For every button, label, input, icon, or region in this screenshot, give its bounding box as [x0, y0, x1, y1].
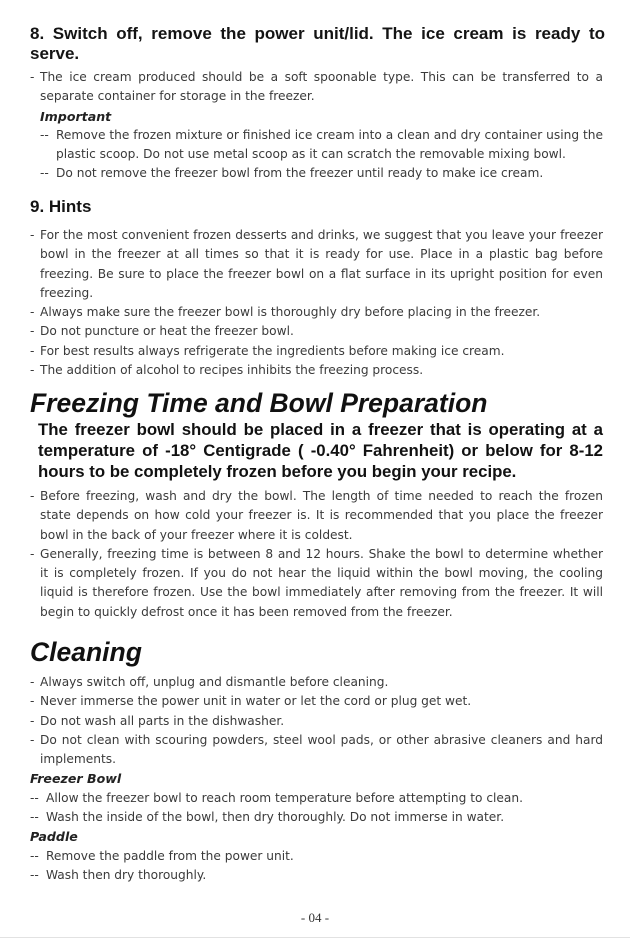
- list-item: - Do not clean with scouring powders, steel wool pads, or other abrasive cleaners and hard implements.: [30, 732, 603, 767]
- list-item: - Always switch off, unplug and dismantle before cleaning.: [30, 675, 389, 689]
- cleaning-list: [30, 673, 603, 885]
- hints-list: [30, 226, 603, 380]
- list-item: -- Remove the paddle from the power unit.: [30, 848, 294, 863]
- list-item: - Do not puncture or heat the freezer bowl.: [30, 324, 294, 339]
- freezing-list: [30, 487, 603, 622]
- step-8-heading: 8. Switch off, remove the power unit/lid. The ice cream is ready to serve.: [30, 24, 605, 63]
- list-item: - For the most convenient frozen desserts and drinks, we suggest that you leave your freezer bowl in the freezer at all times so that it is ready for use. Place in a plastic bag before freezing. Be sure to place the freezer bowl on a flat surface in its upright position for even freezing.: [30, 228, 603, 300]
- list-item: -- Do not remove the freezer bowl from the freezer until ready to make ice cream.: [40, 166, 544, 181]
- page-number: - 04 -: [300, 910, 330, 925]
- list-item: -- Remove the frozen mixture or finished ice cream into a clean and dry container using the plastic scoop. Do not use metal scoop as it can scratch the removable mixing bowl.: [40, 127, 603, 162]
- freezing-requirement: The freezer bowl should be placed in a freezer that is operating at a temperature of -18° Centigrade ( -0.40° Fahrenheit) or below for 8-12 hours to be completely frozen before you begin your recipe.: [38, 420, 603, 481]
- list-item: - The ice cream produced should be a soft spoonable type. This can be transferred to a separate container for storage in the freezer.: [30, 70, 603, 104]
- step-8-body: [30, 68, 603, 184]
- list-item: - Never immerse the power unit in water or let the cord or plug get wet.: [30, 694, 472, 709]
- list-item: - The addition of alcohol to recipes inhibits the freezing process.: [30, 363, 424, 378]
- hints-heading: 9. Hints: [30, 197, 92, 216]
- cleaning-heading: Cleaning: [30, 637, 142, 667]
- list-item: - Generally, freezing time is between 8 and 12 hours. Shake the bowl to determine whether it is completely frozen. If you do not hear the liquid within the bowl moving, the cooling liquid is therefore frozen. Use the bowl immediately after removing from the freezer. It will begin to quickly defrost once it has been removed from the freezer.: [30, 546, 603, 619]
- list-item: - For best results always refrigerate the ingredients before making ice cream.: [30, 343, 505, 358]
- important-label: Important: [40, 108, 112, 124]
- list-item: - Always make sure the freezer bowl is thoroughly dry before placing in the freezer.: [30, 305, 541, 320]
- bottom-divider: [0, 937, 630, 938]
- freezer-bowl-label: Freezer Bowl: [30, 771, 122, 787]
- list-item: - Do not wash all parts in the dishwasher.: [30, 713, 285, 728]
- list-item: -- Wash then dry thoroughly.: [30, 867, 207, 882]
- paddle-label: Paddle: [30, 829, 78, 845]
- list-item: - Before freezing, wash and dry the bowl. The length of time needed to reach the frozen state depends on how cold your freezer is. It is recommended that you place the freezer bowl in the back of your freezer where it is coldest.: [30, 489, 603, 542]
- list-item: -- Allow the freezer bowl to reach room temperature before attempting to clean.: [30, 790, 524, 805]
- freezing-heading: Freezing Time and Bowl Preparation: [30, 388, 488, 418]
- list-item: -- Wash the inside of the bowl, then dry thoroughly. Do not immerse in water.: [30, 810, 505, 825]
